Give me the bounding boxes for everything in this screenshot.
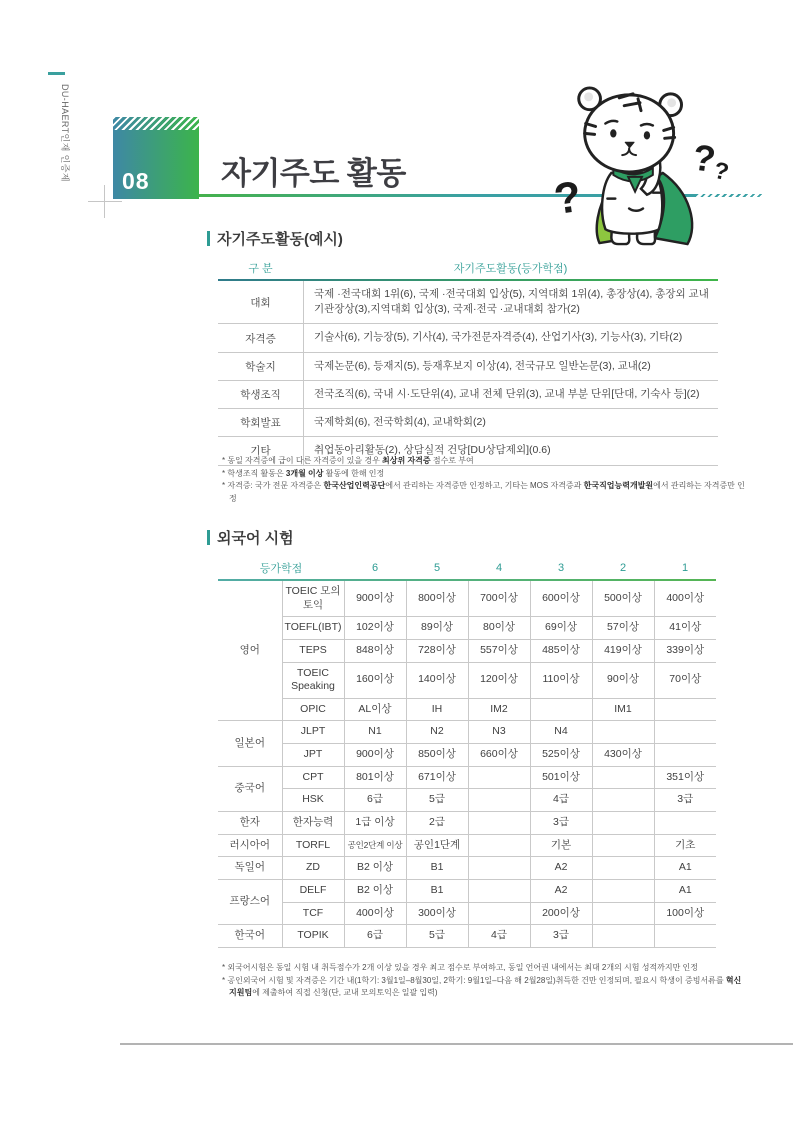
test-name-cell: TOEIC 모의토익 xyxy=(282,581,344,617)
score-cell: 120이상 xyxy=(468,662,530,698)
section1-footnotes xyxy=(222,455,746,505)
score-cell xyxy=(592,879,654,902)
score-cell xyxy=(654,812,716,835)
test-name-cell: TOEFL(IBT) xyxy=(282,617,344,640)
test-name-cell: JPT xyxy=(282,744,344,767)
table-row xyxy=(218,698,716,721)
score-cell: 671이상 xyxy=(406,766,468,789)
page-title: 자기주도 활동 xyxy=(221,156,406,191)
table-row xyxy=(218,380,718,408)
table-row xyxy=(218,324,718,352)
score-cell: 400이상 xyxy=(344,902,406,925)
test-name-cell: TORFL xyxy=(282,834,344,857)
score-cell: A1 xyxy=(654,857,716,880)
score-cell: 41이상 xyxy=(654,617,716,640)
table-row xyxy=(218,662,716,698)
table-row xyxy=(218,581,716,617)
score-cell: 3급 xyxy=(530,812,592,835)
score-cell xyxy=(530,698,592,721)
sidebar-accent-dash xyxy=(48,72,65,75)
language-cell: 독일어 xyxy=(218,857,282,880)
score-cell: 351이상 xyxy=(654,766,716,789)
score-cell: IM1 xyxy=(592,698,654,721)
score-cell: IH xyxy=(406,698,468,721)
score-cell: 900이상 xyxy=(344,744,406,767)
score-cell: 600이상 xyxy=(530,581,592,617)
score-cell: 700이상 xyxy=(468,581,530,617)
credit-header: 2 xyxy=(619,561,627,574)
detail-cell: 국제논문(6), 등재지(5), 등재후보지 이상(4), 전국규모 일반논문(3), 교내(2) xyxy=(304,352,719,380)
score-cell: 160이상 xyxy=(344,662,406,698)
score-cell: A1 xyxy=(654,879,716,902)
score-cell: 501이상 xyxy=(530,766,592,789)
score-cell xyxy=(592,812,654,835)
crop-mark-vertical xyxy=(104,185,105,218)
question-mark-icon: ? xyxy=(551,172,585,224)
detail-cell: 국제 ·전국대회 1위(6), 국제 ·전국대회 입상(5), 지역대회 1위(4), 총장상(4), 총장외 교내 기관장상(3),지역대회 입상(3), 국제·전국 ·교내대회 참가(2) xyxy=(304,281,719,324)
credit-header: 3 xyxy=(557,561,565,574)
table2-header-row xyxy=(218,556,716,579)
footnote-marker: * xyxy=(222,456,226,465)
score-cell: 3급 xyxy=(654,789,716,812)
credit-header: 1 xyxy=(681,561,689,574)
score-cell xyxy=(468,857,530,880)
table-row xyxy=(218,834,716,857)
language-cell: 중국어 xyxy=(218,766,282,811)
score-cell: 110이상 xyxy=(530,662,592,698)
footnote: * 학생조직 활동은 3개월 이상 활동에 한해 인정 xyxy=(222,468,385,478)
language-cell: 일본어 xyxy=(218,721,282,766)
score-cell: 6급 xyxy=(344,789,406,812)
score-cell: 2급 xyxy=(406,812,468,835)
table-row xyxy=(218,281,718,324)
badge-gradient-block xyxy=(113,130,199,199)
score-cell xyxy=(654,744,716,767)
score-cell: 89이상 xyxy=(406,617,468,640)
score-cell: B2 이상 xyxy=(344,857,406,880)
table-row xyxy=(218,857,716,880)
language-cell: 한국어 xyxy=(218,925,282,948)
section-heading-foreign-language xyxy=(207,527,294,548)
score-cell: 5급 xyxy=(406,925,468,948)
score-cell: 3급 xyxy=(530,925,592,948)
score-cell: 기본 xyxy=(530,834,592,857)
section-heading-self-directed xyxy=(207,228,343,249)
credit-header: 4 xyxy=(495,561,503,574)
category-cell: 학회발표 xyxy=(218,409,304,437)
score-cell xyxy=(468,879,530,902)
page-number: 08 xyxy=(122,168,150,194)
credit-header: 6 xyxy=(371,561,379,574)
table-row xyxy=(218,639,716,662)
score-cell: 기초 xyxy=(654,834,716,857)
table-row xyxy=(218,617,716,640)
category-cell: 대회 xyxy=(218,281,304,324)
section-heading-label: 외국어 시험 xyxy=(217,530,294,547)
section-bar-icon xyxy=(207,231,210,246)
table-row xyxy=(218,409,718,437)
section-heading-label: 자기주도활동(예시) xyxy=(217,231,343,248)
badge-hatch-band xyxy=(113,117,199,130)
category-cell: 기타 xyxy=(218,437,304,465)
score-cell xyxy=(592,857,654,880)
score-cell: A2 xyxy=(530,857,592,880)
score-cell: 300이상 xyxy=(406,902,468,925)
table-row xyxy=(218,879,716,902)
section-bar-icon xyxy=(207,530,210,545)
question-mark-icon: ? xyxy=(690,136,719,181)
language-cell: 영어 xyxy=(218,581,282,721)
category-cell: 학생조직 xyxy=(218,380,304,408)
footnote-marker: * xyxy=(222,975,226,985)
score-cell: 공인1단계 xyxy=(406,834,468,857)
page-bottom-rule xyxy=(120,1043,793,1045)
score-cell: 419이상 xyxy=(592,639,654,662)
table-row xyxy=(218,812,716,835)
score-cell xyxy=(468,834,530,857)
score-cell: N2 xyxy=(406,721,468,744)
score-cell: 102이상 xyxy=(344,617,406,640)
score-cell: N3 xyxy=(468,721,530,744)
table2-corner-header: 등가학점 xyxy=(259,562,303,575)
test-name-cell: TOEIC Speaking xyxy=(282,662,344,698)
detail-cell: 취업동아리활동(2), 상담실적 건당[DU상담제외](0.6) xyxy=(304,437,719,465)
footnote: * 공인외국어 시험 및 자격증은 기간 내(1학기: 3월1일–8월30일, 2학기: 9월1일–다음 해 2월28일)취득한 건만 인정되며, 필요시 학생이 증빙서류를 혁신지원팀에 제출하여 직접 신청(단, 교내 모의토익은 일괄 입력) xyxy=(222,975,742,997)
score-cell: 6급 xyxy=(344,925,406,948)
footnote: * 외국어시험은 동일 시험 내 취득점수가 2개 이상 있을 경우 최고 점수로 부여하고, 동일 언어권 내에서는 최대 2개의 시험 성적까지만 인정 xyxy=(222,963,699,972)
score-cell: 80이상 xyxy=(468,617,530,640)
score-cell: 140이상 xyxy=(406,662,468,698)
table-row xyxy=(218,352,718,380)
footnote: * 동일 자격증에 급이 다른 자격증이 있을 경우 최상위 자격증 점수로 부여 xyxy=(222,456,474,465)
category-cell: 학술지 xyxy=(218,352,304,380)
language-cell: 러시아어 xyxy=(218,834,282,857)
score-cell: 100이상 xyxy=(654,902,716,925)
score-cell xyxy=(592,721,654,744)
language-cell: 프랑스어 xyxy=(218,879,282,924)
score-cell: B1 xyxy=(406,857,468,880)
page-number-badge xyxy=(113,117,199,199)
table-row xyxy=(218,902,716,925)
score-cell: 430이상 xyxy=(592,744,654,767)
test-name-cell: CPT xyxy=(282,766,344,789)
test-name-cell: TCF xyxy=(282,902,344,925)
self-directed-activity-table xyxy=(218,256,718,466)
score-cell xyxy=(654,925,716,948)
test-name-cell: 한자능력 xyxy=(282,812,344,835)
score-cell: N1 xyxy=(344,721,406,744)
test-name-cell: OPIC xyxy=(282,698,344,721)
score-cell: 800이상 xyxy=(406,581,468,617)
score-cell xyxy=(654,698,716,721)
score-cell: 848이상 xyxy=(344,639,406,662)
sidebar-vertical-label: DU-HAERT인재 인증제 xyxy=(60,84,70,182)
score-cell: 200이상 xyxy=(530,902,592,925)
table-row xyxy=(218,925,716,948)
score-cell: 69이상 xyxy=(530,617,592,640)
score-cell xyxy=(592,834,654,857)
detail-cell: 전국조직(6), 국내 시·도단위(4), 교내 전체 단위(3), 교내 부분 단위[단대, 기숙사 등](2) xyxy=(304,380,719,408)
score-cell: 485이상 xyxy=(530,639,592,662)
credit-header: 5 xyxy=(433,561,441,574)
score-cell xyxy=(592,789,654,812)
question-mark-icon: ? xyxy=(711,157,731,187)
score-cell: 525이상 xyxy=(530,744,592,767)
tiger-mascot-illustration xyxy=(551,82,731,250)
score-cell xyxy=(654,721,716,744)
score-cell xyxy=(592,766,654,789)
score-cell: 공인2단계 이상 xyxy=(344,834,406,857)
footnote-marker: * xyxy=(222,481,226,490)
test-name-cell: ZD xyxy=(282,857,344,880)
test-name-cell: HSK xyxy=(282,789,344,812)
table-row xyxy=(218,744,716,767)
category-cell: 자격증 xyxy=(218,324,304,352)
score-cell: 900이상 xyxy=(344,581,406,617)
score-cell xyxy=(468,902,530,925)
score-cell: B1 xyxy=(406,879,468,902)
test-name-cell: TOPIK xyxy=(282,925,344,948)
score-cell: 339이상 xyxy=(654,639,716,662)
score-cell: 728이상 xyxy=(406,639,468,662)
score-cell: N4 xyxy=(530,721,592,744)
test-name-cell: DELF xyxy=(282,879,344,902)
test-name-cell: JLPT xyxy=(282,721,344,744)
score-cell: 70이상 xyxy=(654,662,716,698)
table1-header-detail: 자기주도활동(등가학점) xyxy=(453,262,568,275)
table1-header-category: 구 분 xyxy=(248,262,273,275)
table-row xyxy=(218,721,716,744)
score-cell: 660이상 xyxy=(468,744,530,767)
crop-mark-horizontal xyxy=(88,201,122,202)
test-name-cell: TEPS xyxy=(282,639,344,662)
section2-footnotes xyxy=(222,962,746,1000)
score-cell xyxy=(468,766,530,789)
detail-cell: 국제학회(6), 전국학회(4), 교내학회(2) xyxy=(304,409,719,437)
score-cell: 400이상 xyxy=(654,581,716,617)
score-cell xyxy=(592,902,654,925)
table1-header-row xyxy=(218,256,718,279)
footnote-marker: * xyxy=(222,963,226,972)
score-cell: 801이상 xyxy=(344,766,406,789)
score-cell: 4급 xyxy=(530,789,592,812)
score-cell: IM2 xyxy=(468,698,530,721)
score-cell: AL이상 xyxy=(344,698,406,721)
score-cell xyxy=(592,925,654,948)
score-cell: 500이상 xyxy=(592,581,654,617)
score-cell xyxy=(468,812,530,835)
score-cell xyxy=(468,789,530,812)
table-row xyxy=(218,789,716,812)
footnote: * 자격증: 국가 전문 자격증은 한국산업인력공단에서 관리하는 자격증만 인정하고, 기타는 MOS 자격증과 한국직업능력개발원에서 관리하는 자격증만 인정 xyxy=(222,481,745,503)
score-cell: 1급 이상 xyxy=(344,812,406,835)
score-cell: 57이상 xyxy=(592,617,654,640)
score-cell: 90이상 xyxy=(592,662,654,698)
score-cell: B2 이상 xyxy=(344,879,406,902)
score-cell: 4급 xyxy=(468,925,530,948)
score-cell: A2 xyxy=(530,879,592,902)
footnote-marker: * xyxy=(222,468,226,478)
score-cell: 850이상 xyxy=(406,744,468,767)
table-row xyxy=(218,766,716,789)
detail-cell: 기술사(6), 기능장(5), 기사(4), 국가전문자격증(4), 산업기사(3), 기능사(3), 기타(2) xyxy=(304,324,719,352)
score-cell: 557이상 xyxy=(468,639,530,662)
score-cell: 5급 xyxy=(406,789,468,812)
language-cell: 한자 xyxy=(218,812,282,835)
foreign-language-test-table xyxy=(218,556,716,948)
